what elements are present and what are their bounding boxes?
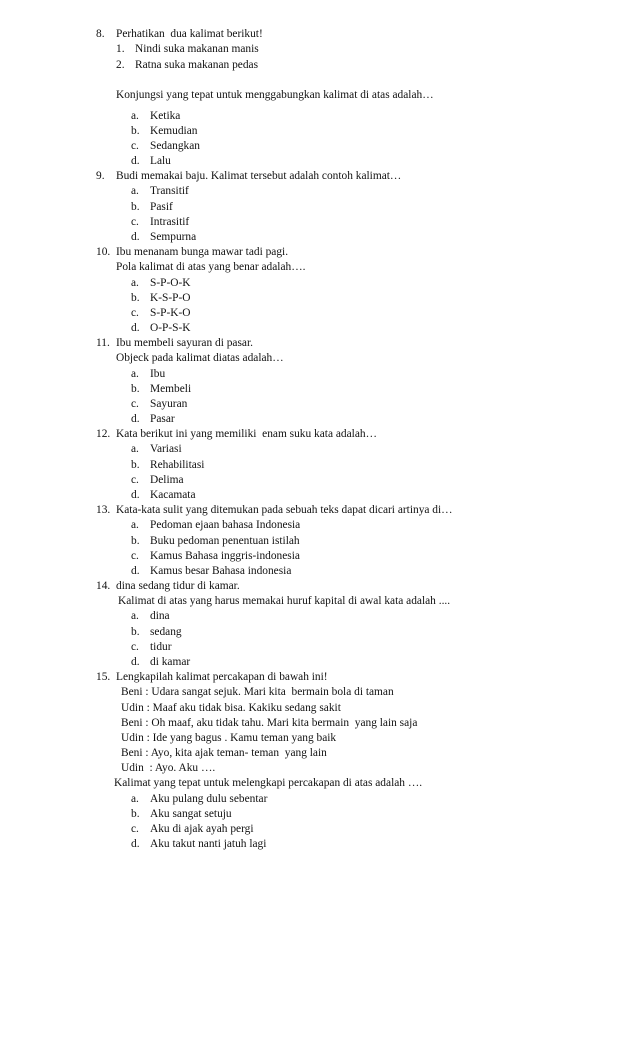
question-stem: Ibu membeli sayuran di pasar.	[116, 337, 253, 349]
question-stem: Lengkapilah kalimat percakapan di bawah ini!	[116, 671, 328, 683]
option-text: Membeli	[150, 383, 192, 395]
question-number: 12.	[96, 428, 111, 440]
option-marker: d.	[131, 413, 140, 425]
option-marker: d.	[131, 322, 140, 334]
option-marker: d.	[131, 489, 140, 501]
option-marker: c.	[131, 216, 139, 228]
option-text: Ibu	[150, 368, 166, 380]
sentence-text: Ratna suka makanan pedas	[135, 59, 259, 71]
dialogue-line: Beni : Ayo, kita ajak teman- teman yang lain	[121, 747, 327, 759]
option-marker: b.	[131, 201, 140, 213]
option-text: Variasi	[150, 443, 182, 455]
dialogue-line: Beni : Oh maaf, aku tidak tahu. Mari kita bermain yang lain saja	[121, 717, 418, 729]
option-text: Sempurna	[150, 231, 197, 243]
option-text: Sayuran	[150, 398, 188, 410]
option-marker: d.	[131, 838, 140, 850]
option-text: S-P-O-K	[150, 277, 191, 289]
question-number: 15.	[96, 671, 111, 683]
option-marker: a.	[131, 368, 139, 380]
option-marker: d.	[131, 656, 140, 668]
question-number: 8.	[96, 28, 105, 40]
sentence-marker: 1.	[116, 43, 125, 55]
option-marker: c.	[131, 140, 139, 152]
question-prompt: Pola kalimat di atas yang benar adalah….	[116, 261, 306, 273]
option-text: Kamus Bahasa inggris-indonesia	[150, 550, 300, 562]
option-marker: c.	[131, 550, 139, 562]
option-text: di kamar	[150, 656, 191, 668]
option-text: Rehabilitasi	[150, 459, 205, 471]
option-marker: c.	[131, 823, 139, 835]
option-text: Kemudian	[150, 125, 198, 137]
option-text: Sedangkan	[150, 140, 200, 152]
option-marker: a.	[131, 110, 139, 122]
dialogue-line: Udin : Ayo. Aku ….	[121, 762, 216, 774]
option-marker: c.	[131, 474, 139, 486]
option-marker: b.	[131, 808, 140, 820]
option-text: Kamus besar Bahasa indonesia	[150, 565, 292, 577]
option-text: Kacamata	[150, 489, 196, 501]
option-text: tidur	[150, 641, 172, 653]
option-text: sedang	[150, 626, 182, 638]
question-stem: Ibu menanam bunga mawar tadi pagi.	[116, 246, 289, 258]
question-stem: Perhatikan dua kalimat berikut!	[116, 28, 263, 40]
option-marker: b.	[131, 125, 140, 137]
option-text: Lalu	[150, 155, 171, 167]
option-text: K-S-P-O	[150, 292, 191, 304]
sentence-text: Nindi suka makanan manis	[135, 43, 259, 55]
option-text: Intrasitif	[150, 216, 190, 228]
option-text: Aku sangat setuju	[150, 808, 232, 820]
option-marker: b.	[131, 459, 140, 471]
option-marker: d.	[131, 231, 140, 243]
option-marker: a.	[131, 519, 139, 531]
question-stem: Kata-kata sulit yang ditemukan pada sebuah teks dapat dicari artinya di…	[116, 504, 453, 516]
option-text: dina	[150, 610, 170, 622]
question-prompt: Kalimat di atas yang harus memakai huruf kapital di awal kata adalah ....	[118, 595, 451, 607]
dialogue-line: Udin : Maaf aku tidak bisa. Kakiku sedang sakit	[121, 702, 341, 714]
dialogue-line: Udin : Ide yang bagus . Kamu teman yang baik	[121, 732, 337, 744]
question-prompt: Konjungsi yang tepat untuk menggabungkan kalimat di atas adalah…	[116, 89, 434, 101]
question-number: 14.	[96, 580, 111, 592]
option-text: Pedoman ejaan bahasa Indonesia	[150, 519, 301, 531]
option-text: Pasar	[150, 413, 175, 425]
option-marker: c.	[131, 641, 139, 653]
option-text: Aku pulang dulu sebentar	[150, 793, 268, 805]
option-marker: c.	[131, 307, 139, 319]
question-number: 9.	[96, 170, 105, 182]
option-marker: d.	[131, 155, 140, 167]
option-text: Pasif	[150, 201, 173, 213]
option-text: Ketika	[150, 110, 181, 122]
option-marker: a.	[131, 793, 139, 805]
question-prompt: Objeck pada kalimat diatas adalah…	[116, 352, 284, 364]
question-stem: Budi memakai baju. Kalimat tersebut adalah contoh kalimat…	[116, 170, 402, 182]
option-marker: b.	[131, 383, 140, 395]
option-marker: c.	[131, 398, 139, 410]
option-marker: a.	[131, 610, 139, 622]
option-marker: a.	[131, 185, 139, 197]
dialogue-line: Beni : Udara sangat sejuk. Mari kita bermain bola di taman	[121, 686, 394, 698]
option-text: Aku takut nanti jatuh lagi	[150, 838, 267, 850]
option-text: Aku di ajak ayah pergi	[150, 823, 254, 835]
question-number: 11.	[96, 337, 110, 349]
option-marker: a.	[131, 443, 139, 455]
question-number: 13.	[96, 504, 111, 516]
question-stem: dina sedang tidur di kamar.	[116, 580, 240, 592]
option-text: S-P-K-O	[150, 307, 191, 319]
option-text: Delima	[150, 474, 184, 486]
question-number: 10.	[96, 246, 111, 258]
option-marker: b.	[131, 292, 140, 304]
question-prompt: Kalimat yang tepat untuk melengkapi percakapan di atas adalah ….	[114, 777, 423, 789]
option-text: Transitif	[150, 185, 189, 197]
option-marker: b.	[131, 535, 140, 547]
option-marker: b.	[131, 626, 140, 638]
question-stem: Kata berikut ini yang memiliki enam suku kata adalah…	[116, 428, 377, 440]
option-marker: a.	[131, 277, 139, 289]
option-text: O-P-S-K	[150, 322, 191, 334]
option-marker: d.	[131, 565, 140, 577]
option-text: Buku pedoman penentuan istilah	[150, 535, 300, 547]
sentence-marker: 2.	[116, 59, 125, 71]
